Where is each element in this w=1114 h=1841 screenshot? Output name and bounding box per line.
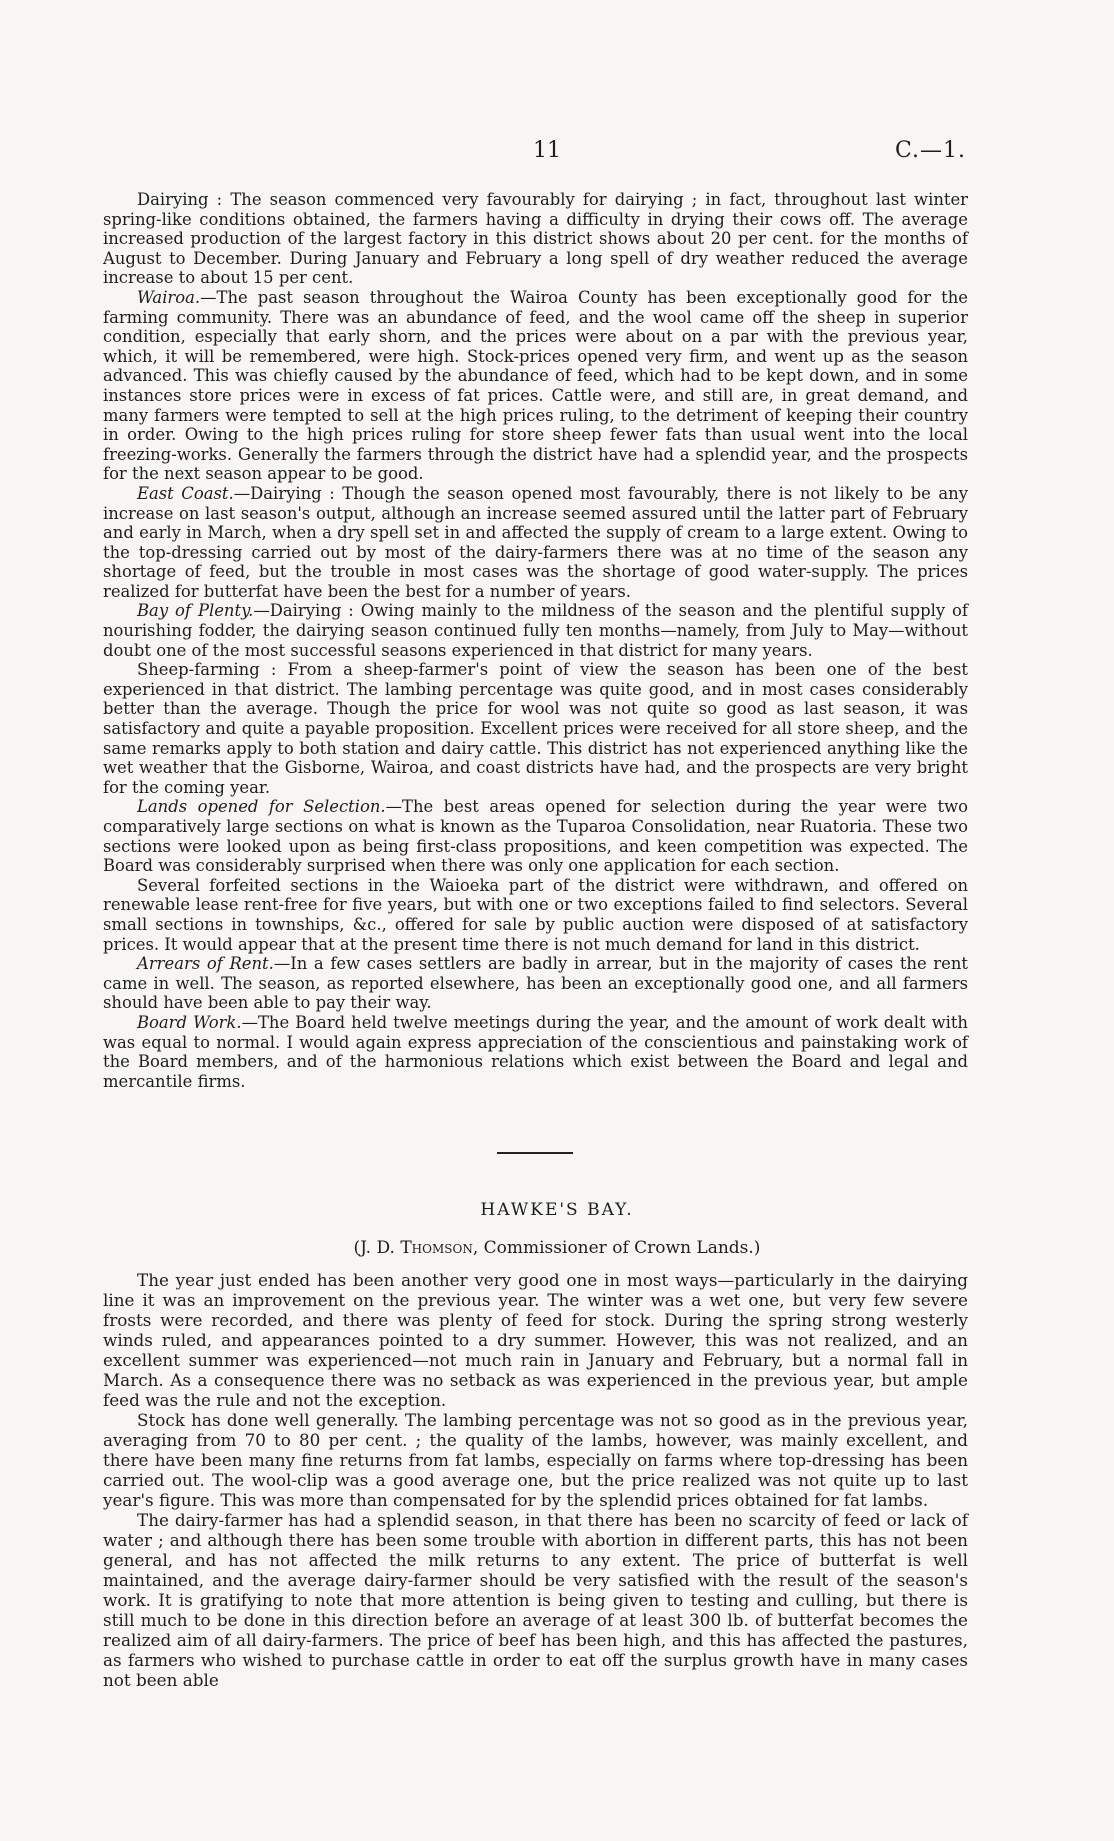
paragraph-dairying <box>103 190 968 288</box>
paragraph-arrears <box>103 954 968 1013</box>
paragraph-sheep-farming <box>103 660 968 797</box>
paragraph-text: —In a few cases settlers are badly in arrear, but in the majority of cases the rent came in well. The season, as reported elsewhere, has been an exceptionally good one, and all farmers should have been able to pay their way. <box>103 954 968 1013</box>
document-reference: C.—1. <box>894 138 966 163</box>
paragraph-text: —The best areas opened for selection during the year were two comparatively large sections on what is known as the Tuparoa Consolidation, near Ruatoria. These two sections were looked upon as being first-class propositions, and keen competition was expected. The Board was considerably surprised when there was only one application for each section. <box>103 797 968 876</box>
paragraph-lead: Arrears of Rent. <box>137 954 274 974</box>
paragraph-lead: East Coast. <box>137 483 234 503</box>
paragraph-text: The dairy-farmer has had a splendid season, in that there has been no scarcity of feed or lack of water ; and although there has been some trouble with abortion in different parts, this has not been general, and has not affected the milk returns to any extent. The price of butterfat is well maintained, and the average dairy-farmer should be very satisfied with the result of the season's work. It is gratifying to note that more attention is being given to testing and culling, but there is still much to be done in this direction before an average of at least 300 lb. of butterfat becomes the realized aim of all dairy-farmers. The price of beef has been high, and this has affected the pastures, as farmers who wished to purchase cattle in order to eat off the surplus growth have in many cases not been able <box>103 1510 968 1690</box>
paragraph-lands-opened <box>103 797 968 875</box>
paragraph-east-coast <box>103 484 968 602</box>
subtitle-suffix: , Commissioner of Crown Lands.) <box>472 1238 761 1258</box>
paragraph-text: Several forfeited sections in the Waioeka part of the district were withdrawn, and offered on renewable lease rent-free for five years, but with one or two exceptions failed to find selectors. Several small sections in townships, &c., offered for sale by public auction were disposed of at satisfactory prices. It would appear that at the present time there is not much demand for land in this district. <box>103 875 968 954</box>
section-subtitle <box>0 1238 1114 1258</box>
commissioner-name: Thomson <box>400 1238 473 1258</box>
paragraph-lead: Wairoa. <box>137 287 201 307</box>
paragraph-lead: Lands opened for Selection. <box>137 797 386 817</box>
paragraph-bay-of-plenty <box>103 601 968 660</box>
paragraph-text: Sheep-farming : From a sheep-farmer's point of view the season has been one of the best experienced in that district. The lambing percentage was quite good, and in most cases considerably better than the average. Though the price for wool was not quite so good as last season, it was satisfactory and quite a payable proposition. Excellent prices were received for all store sheep, and the same remarks apply to both station and dairy cattle. This district has not experienced anything like the wet weather that the Gisborne, Wairoa, and coast districts have had, and the prospects are very bright for the coming year. <box>103 660 968 797</box>
paragraph-text: Dairying : The season commenced very favourably for dairying ; in fact, throughout last winter spring-like conditions obtained, the farmers having a difficulty in drying their cows off. The average increased production of the largest factory in this district shows about 20 per cent. for the months of August to December. During January and February a long spell of dry weather reduced the average increase to about 15 per cent. <box>103 190 968 288</box>
page-number: 11 <box>533 138 561 163</box>
paragraph-text: The year just ended has been another very good one in most ways—particularly in the dairying line it was an improvement on the previous year. The winter was a wet one, but very few severe frosts were recorded, and there was plenty of feed for stock. During the spring strong westerly winds ruled, and appearances pointed to a dry summer. However, this was not realized, and an excellent summer was experienced—not much rain in January and February, but a normal fall in March. As a consequence there was no setback as was experienced in the previous year, but ample feed was the rule and not the exception. <box>103 1270 968 1410</box>
section-divider <box>497 1152 573 1154</box>
paragraph-text: —Dairying : Though the season opened most favourably, there is not likely to be any increase on last season's output, although an increase seemed assured until the latter part of February and early in March, when a dry spell set in and affected the supply of cream to a large extent. Owing to the top-dressing carried out by most of the dairy-farmers there was at no time of the season any shortage of feed, but the trouble in most cases was the shortage of good water-supply. The prices realized for butterfat have been the best for a number of years. <box>103 483 968 601</box>
hawkes-bay-body <box>103 1270 968 1690</box>
paragraph-year-summary <box>103 1270 968 1410</box>
subtitle-prefix: (J. D. <box>353 1238 401 1258</box>
paragraph-wairoa <box>103 288 968 484</box>
paragraph-text: —The past season throughout the Wairoa County has been exceptionally good for the farming community. There was an abundance of feed, and the wool came off the sheep in superior condition, especially that early shorn, and the prices were about on a par with the previous year, which, it will be remembered, were high. Stock-prices opened very firm, and went up as the season advanced. This was chiefly caused by the abundance of feed, which had to be kept down, and in some instances store prices were in excess of fat prices. Cattle were, and still are, in great demand, and many farmers were tempted to sell at the high prices ruling, to the detriment of keeping their country in order. Owing to the high prices ruling for store sheep fewer fats than usual went into the local freezing-works. Generally the farmers through the district have had a splendid year, and the prospects for the next season appear to be good. <box>103 287 968 484</box>
paragraph-lead: Board Work. <box>137 1012 242 1032</box>
paragraph-dairy-farmer <box>103 1510 968 1690</box>
paragraph-lead: Bay of Plenty. <box>137 601 254 621</box>
paragraph-text: —Dairying : Owing mainly to the mildness of the season and the plentiful supply of nourishing fodder, the dairying season continued fully ten months—namely, from July to May—without doubt one of the most successful seasons experienced in that district for many years. <box>103 601 968 660</box>
paragraph-forfeited-sections <box>103 876 968 954</box>
paragraph-text: Stock has done well generally. The lambing percentage was not so good as in the previous year, averaging from 70 to 80 per cent. ; the quality of the lambs, however, was mainly excellent, and there have been many fine returns from fat lambs, especially on farms where top-dressing has been carried out. The wool-clip was a good average one, but the price realized was not quite up to last year's figure. This was more than compensated for by the splendid prices obtained for fat lambs. <box>103 1410 968 1510</box>
paragraph-text: —The Board held twelve meetings during the year, and the amount of work dealt with was equal to normal. I would again express appreciation of the conscientious and painstaking work of the Board members, and of the harmonious relations which exist between the Board and legal and mercantile firms. <box>103 1012 968 1091</box>
report-body <box>103 190 968 1091</box>
section-title: HAWKE'S BAY. <box>480 1200 634 1220</box>
paragraph-board-work <box>103 1013 968 1091</box>
paragraph-stock <box>103 1410 968 1510</box>
